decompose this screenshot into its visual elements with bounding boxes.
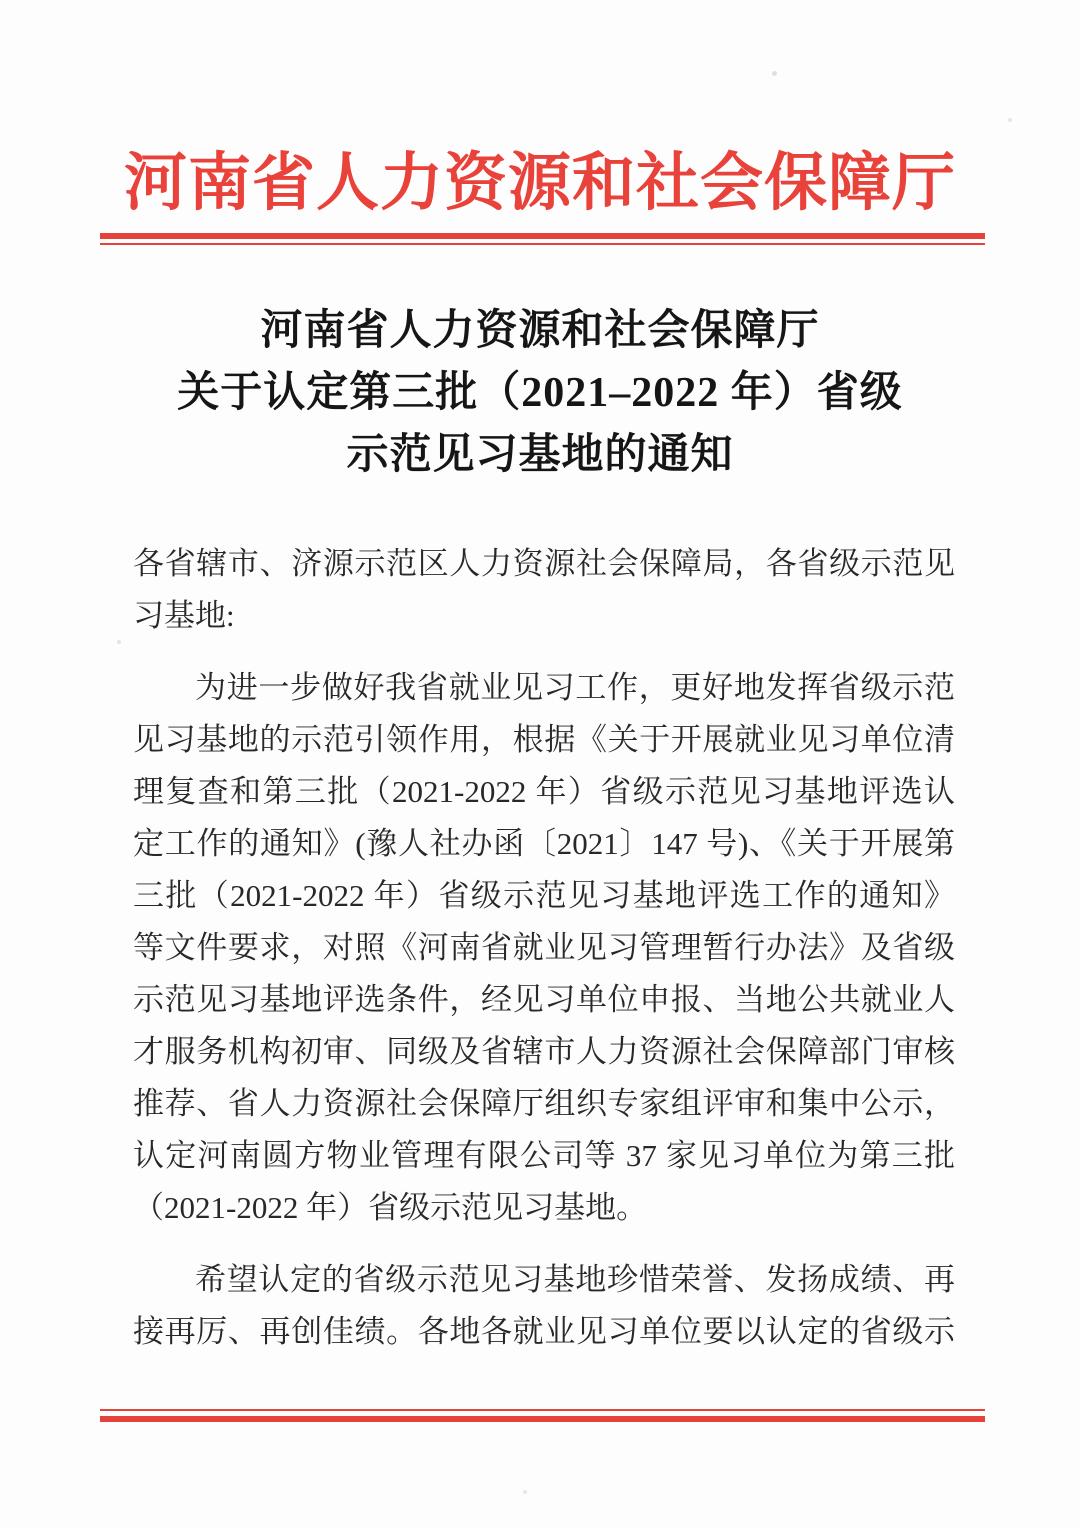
body-line: 接再厉、再创佳绩。各地各就业见习单位要以认定的省级示 (133, 1314, 955, 1349)
body-line: 各省辖市、济源示范区人力资源社会保障局，各省级示范见 (133, 546, 955, 581)
body-line: 三批（2021-2022 年）省级示范见习基地评选工作的通知》 (133, 878, 955, 913)
divider-thin-line (100, 243, 985, 245)
document-body (133, 538, 955, 1358)
body-line: 推荐、省人力资源社会保障厅组织专家组评审和集中公示， (133, 1086, 955, 1121)
scan-speck (1008, 118, 1012, 122)
divider-thin-line (100, 1409, 985, 1411)
document-title-line-2: 关于认定第三批（2021–2022 年）省级 (177, 370, 903, 416)
body-line: 认定河南圆方物业管理有限公司等 37 家见习单位为第三批 (133, 1138, 955, 1173)
divider-thick-line (100, 233, 985, 239)
document-title-line-3: 示范见习基地的通知 (346, 432, 734, 478)
footer-divider (100, 1409, 985, 1422)
scan-speck (523, 1490, 527, 1494)
letterhead-agency-name: 河南省人力资源和社会保障厅 (124, 148, 956, 218)
body-line: 习基地: (133, 598, 235, 633)
body-line: 等文件要求，对照《河南省就业见习管理暂行办法》及省级 (133, 930, 955, 965)
body-line: （2021-2022 年）省级示范见习基地。 (133, 1190, 648, 1225)
document-title-line-1: 河南省人力资源和社会保障厅 (260, 308, 820, 354)
body-line: 示范见习基地评选条件，经见习单位申报、当地公共就业人 (133, 982, 955, 1017)
letterhead-divider (100, 233, 985, 245)
body-line: 定工作的通知》(豫人社办函〔2021〕147 号)、《关于开展第 (133, 826, 955, 861)
body-line: 希望认定的省级示范见习基地珍惜荣誉、发扬成绩、再 (195, 1262, 955, 1297)
divider-thick-line (100, 1416, 985, 1422)
scan-speck (117, 640, 121, 644)
body-line: 理复查和第三批（2021-2022 年）省级示范见习基地评选认 (133, 774, 955, 809)
body-line: 为进一步做好我省就业见习工作，更好地发挥省级示范 (195, 670, 955, 705)
body-line: 见习基地的示范引领作用，根据《关于开展就业见习单位清 (133, 722, 955, 757)
body-line: 才服务机构初审、同级及省辖市人力资源社会保障部门审核 (133, 1034, 955, 1069)
scan-speck (772, 71, 777, 76)
document-title (0, 300, 1080, 486)
